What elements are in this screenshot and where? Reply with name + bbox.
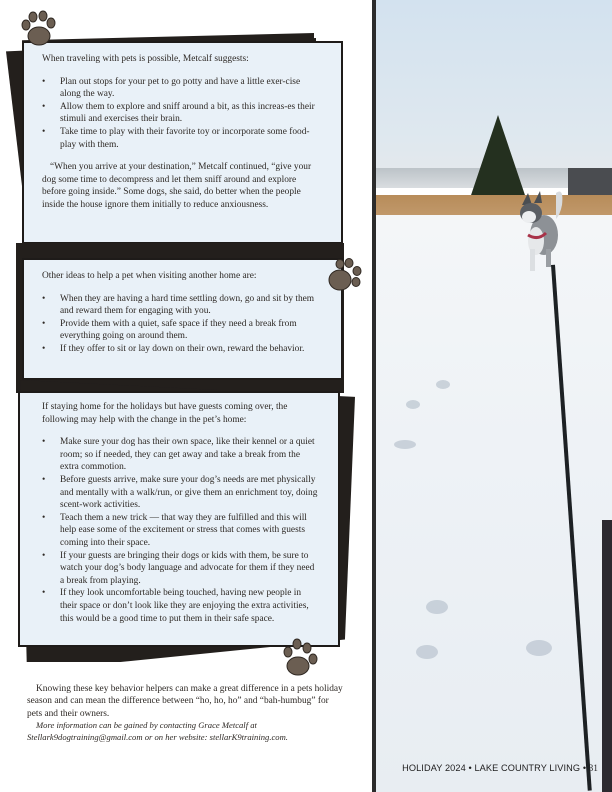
husky-photo — [376, 0, 612, 792]
page-number: 31 — [588, 763, 598, 773]
box1-list — [42, 76, 321, 152]
paw-track — [526, 640, 552, 656]
paw-print-icon — [326, 256, 366, 296]
paw-track — [436, 380, 450, 389]
list-item: • If your guests are bringing their dogs or kids with them, be sure to watch your dog’s body language and advocate for them if they need a break from playing. — [42, 550, 318, 588]
paw-track — [426, 600, 448, 614]
paw-print-icon — [280, 638, 320, 678]
list-item: • If they offer to sit or lay down on their own, reward the behavior. — [42, 343, 321, 356]
list-item: • When they are having a hard time settling down, go and sit by them and reward them for engaging with you. — [42, 293, 321, 318]
box1-lead: When traveling with pets is possible, Metcalf suggests: — [42, 54, 249, 64]
list-item: • Teach them a new trick — that way they are fulfilled and this will help ease some of the excitement or stress that comes with guests coming into their space. — [42, 512, 318, 550]
box3-list — [42, 436, 318, 625]
list-item: • Plan out stops for your pet to go potty and have a little exer-cise along the way. — [42, 76, 321, 101]
photo-snow — [376, 215, 612, 792]
footer-separator: • — [582, 763, 587, 773]
list-item: • Take time to play with their favorite toy or incorporate some food-play with them. — [42, 126, 321, 151]
callout-box-guests — [18, 391, 340, 647]
box2-lead: Other ideas to help a pet when visiting another home are: — [42, 271, 257, 281]
contact-info: More information can be gained by contacting Grace Metcalf at Stellark9dogtraining@gmail.com or on her website: stellarK9training.com. — [27, 720, 288, 742]
box2-list — [42, 293, 321, 356]
closing-paragraph: Knowing these key behavior helpers can make a great difference in a pets holiday season and can mean the difference between “ho, ho, ho” and “bah-humbug” for pets and their owners. — [27, 684, 343, 719]
footer-separator: • — [468, 763, 472, 773]
paw-print-icon — [18, 8, 58, 48]
list-item: • If they look uncomfortable being touched, having new people in their space or don’t look like they are enjoying the extra activities, this would be a good time to put them in their safe space. — [42, 587, 318, 625]
closing-text — [27, 683, 345, 743]
list-item: • Before guests arrive, make sure your dog’s needs are met physically and mentally with a walk/run, or give them an enrichment toy, doing scent-work activities. — [42, 474, 318, 512]
callout-box-visiting — [22, 258, 343, 380]
list-item: • Make sure your dog has their own space, like their kennel or a quiet room; so if needed, they can get away and take a break from the extra commotion. — [42, 436, 318, 474]
paw-track — [416, 645, 438, 659]
box3-lead: If staying home for the holidays but have guests coming over, the following may help with the change in the pet’s home: — [42, 402, 288, 425]
list-item: • Allow them to explore and sniff around a bit, as this increas-es their stimuli and exercises their brain. — [42, 101, 321, 126]
paw-track — [406, 400, 420, 409]
list-item: • Provide them with a quiet, safe space if they need a break from everything going on around them. — [42, 318, 321, 343]
footer-issue: HOLIDAY 2024 — [402, 763, 466, 773]
paw-track — [394, 440, 416, 449]
box1-paragraph: “When you arrive at your destination,” Metcalf continued, “give your dog some time to decompress and let them sniff around and explore before going inside.” Some dogs, she said, do better when the people inside the house ignore them initially to reduce anxiousness. — [42, 162, 312, 210]
husky-dog-icon — [516, 183, 568, 273]
footer-magazine: LAKE COUNTRY LIVING — [474, 763, 581, 773]
callout-box-travel — [22, 41, 343, 244]
page-footer — [402, 763, 598, 773]
photo-leash-close — [602, 520, 612, 792]
